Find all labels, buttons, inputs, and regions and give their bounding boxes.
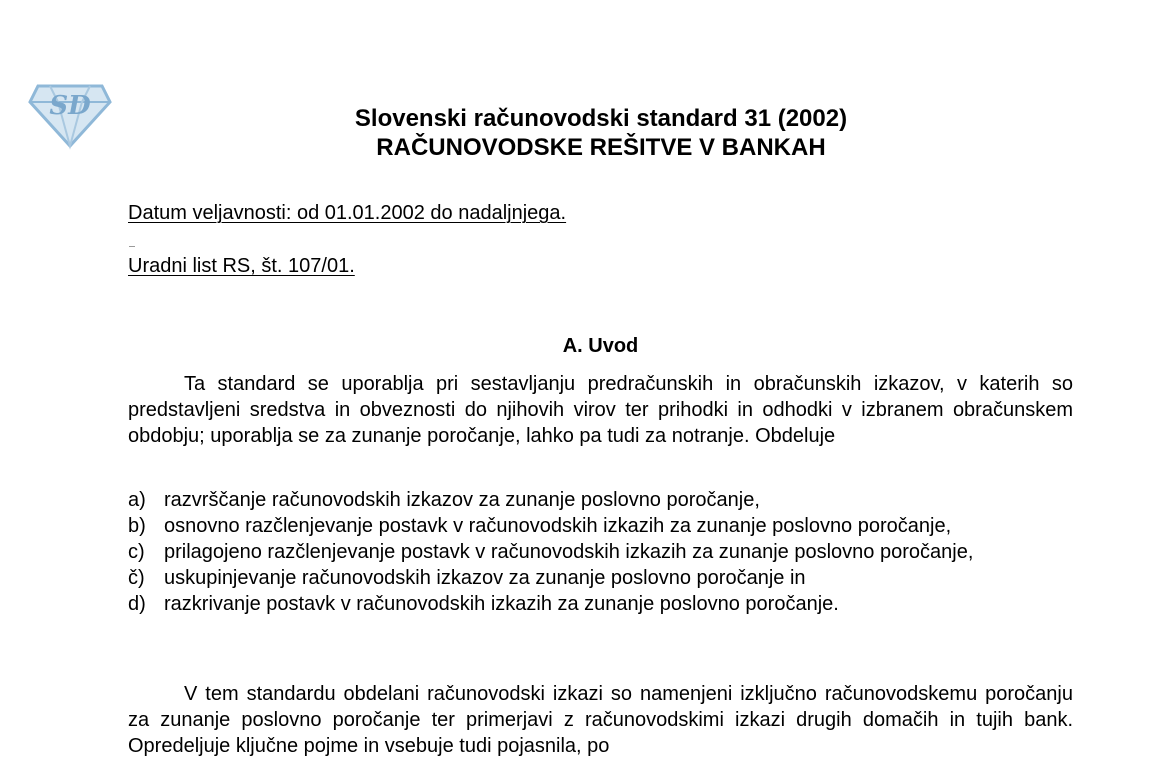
list-item-text: uskupinjevanje računovodskih izkazov za zunanje poslovno poročanje in [164, 567, 806, 589]
title-line-1: Slovenski računovodski standard 31 (2002) [354, 105, 848, 132]
document-title [200, 104, 1002, 162]
list-item [128, 539, 1073, 565]
list-marker: a) [128, 489, 146, 511]
scope-list [128, 487, 1073, 617]
list-item-text: prilagojeno razčlenjevanje postavk v računovodskih izkazih za zunanje poslovno poročanje, [164, 541, 974, 563]
second-paragraph [128, 681, 1073, 759]
svg-text:SD: SD [49, 91, 91, 121]
list-item [128, 565, 1073, 591]
title-line-2: RAČUNOVODSKE REŠITVE V BANKAH [376, 134, 826, 161]
list-item [128, 513, 1073, 539]
separator-mark [129, 246, 135, 247]
second-paragraph-text: V tem standardu obdelani računovodski izkazi so namenjeni izključno računovodskemu poročanju za zunanje poslovno poročanje ter primerjavi z računovodskimi izkazi drugih domačih in tujih bank. Opredeljuje ključne pojme in vsebuje tudi pojasnila, po [128, 683, 1073, 757]
list-item [128, 591, 1073, 617]
list-item-text: razvrščanje računovodskih izkazov za zunanje poslovno poročanje, [164, 489, 760, 511]
intro-paragraph [128, 371, 1073, 449]
list-marker: c) [128, 541, 145, 563]
list-item-text: osnovno razčlenjevanje postavk v računovodskih izkazih za zunanje poslovno poročanje, [164, 515, 952, 537]
list-marker: d) [128, 593, 146, 615]
section-heading: A. Uvod [562, 335, 639, 357]
list-marker: b) [128, 515, 146, 537]
intro-text: Ta standard se uporablja pri sestavljanju predračunskih in obračunskih izkazov, v katerih so predstavljeni sredstva in obveznosti do njihovih virov ter prihodki in odhodki v izbranem obračunskem obdobju; uporablja se za zunanje poročanje, lahko pa tudi za notranje. Obdeluje [128, 373, 1073, 447]
diamond-logo-icon [28, 76, 112, 150]
list-item-text: razkrivanje postavk v računovodskih izkazih za zunanje poslovno poročanje. [164, 593, 839, 615]
official-gazette-reference: Uradni list RS, št. 107/01. [128, 255, 355, 277]
validity-date: Datum veljavnosti: od 01.01.2002 do nadaljnjega. [128, 202, 567, 224]
list-marker: č) [128, 567, 145, 589]
list-item [128, 487, 1073, 513]
